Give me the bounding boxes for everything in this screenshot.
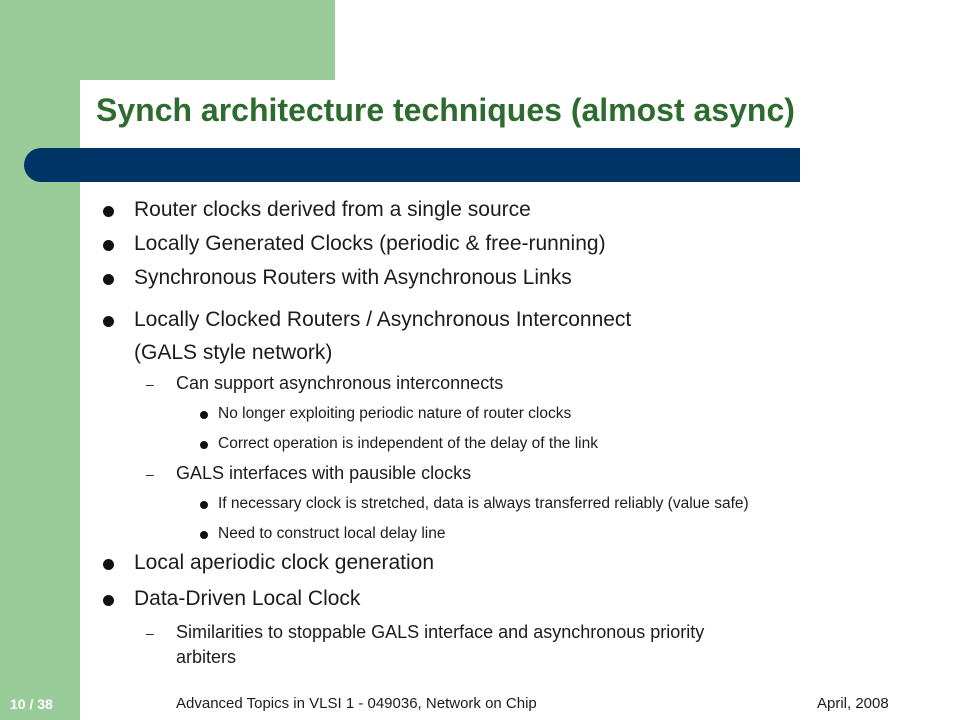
sub-bullet-text: GALS interfaces with pausible clocks xyxy=(176,463,472,483)
bullet-text-continuation: (GALS style network) xyxy=(134,341,333,364)
sub-sub-bullet-dot xyxy=(200,531,208,539)
sub-sub-bullet-dot xyxy=(200,441,208,449)
sub-bullet-text: Can support asynchronous interconnects xyxy=(176,373,504,393)
sub-sub-bullet-text: Need to construct local delay line xyxy=(218,525,446,542)
footer-course: Advanced Topics in VLSI 1 - 049036, Network on Chip xyxy=(176,695,537,712)
bullet-text: Data-Driven Local Clock xyxy=(134,587,361,610)
bullet-text: Locally Clocked Routers / Asynchronous Interconnect xyxy=(134,308,632,331)
bullet-dot xyxy=(103,274,114,285)
bullet-dot xyxy=(103,316,114,327)
sub-bullet-text-continuation: arbiters xyxy=(176,647,237,667)
bullet-dot xyxy=(103,206,114,217)
sub-sub-bullet-text: No longer exploiting periodic nature of router clocks xyxy=(218,405,572,422)
bullet-text: Locally Generated Clocks (periodic & free-running) xyxy=(134,232,606,255)
footer-date: April, 2008 xyxy=(817,695,889,712)
sub-sub-bullet-text: Correct operation is independent of the delay of the link xyxy=(218,435,598,452)
bullet-text: Synchronous Routers with Asynchronous Links xyxy=(134,266,572,289)
bullet-text: Router clocks derived from a single source xyxy=(134,198,531,221)
sub-sub-bullet-text: If necessary clock is stretched, data is always transferred reliably (value safe) xyxy=(218,495,749,512)
bullet-dot xyxy=(103,559,114,570)
dash-marker: – xyxy=(146,625,154,641)
bullet-dot xyxy=(103,595,114,606)
slide-title: Synch architecture techniques (almost async) xyxy=(96,92,795,128)
bullet-dot xyxy=(103,240,114,251)
slide-number: 10 / 38 xyxy=(10,696,53,712)
sub-bullet-text: Similarities to stoppable GALS interface and asynchronous priority xyxy=(176,622,705,642)
sub-sub-bullet-dot xyxy=(200,411,208,419)
bullet-text: Local aperiodic clock generation xyxy=(134,551,435,574)
dash-marker: – xyxy=(146,466,154,482)
dash-marker: – xyxy=(146,376,154,392)
sub-sub-bullet-dot xyxy=(200,501,208,509)
